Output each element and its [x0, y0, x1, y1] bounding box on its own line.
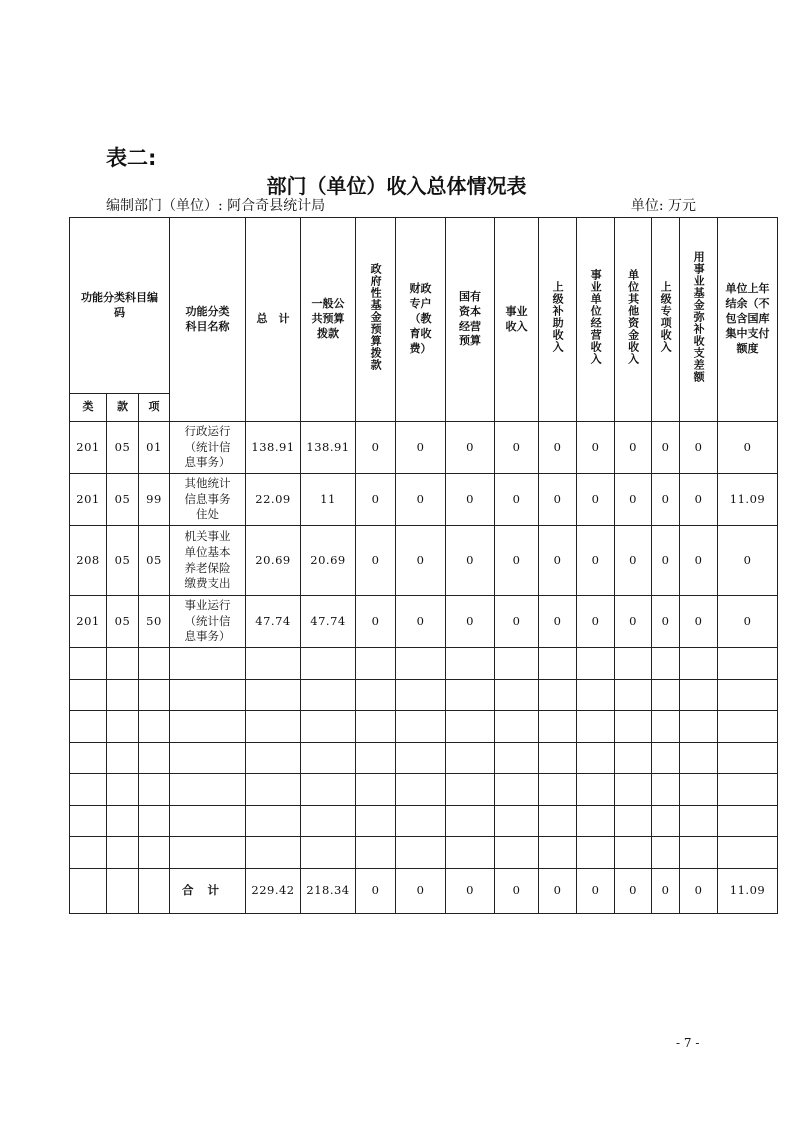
empty-cell	[539, 805, 577, 837]
header-special-income: 上级专项收入	[652, 218, 680, 422]
value-cell: 0	[495, 474, 539, 526]
empty-cell	[615, 774, 652, 806]
header-lei: 类	[70, 394, 107, 422]
total-value-cell: 0	[396, 868, 446, 913]
func-name-cell	[170, 422, 246, 474]
empty-cell	[70, 868, 107, 913]
table-row	[70, 422, 778, 474]
empty-cell	[170, 711, 246, 743]
value-cell: 0	[718, 422, 778, 474]
value-cell: 0	[446, 596, 495, 648]
header-general-budget: 一般公共预算拨款	[301, 218, 356, 422]
value-cell: 0	[539, 526, 577, 596]
header-operating-income: 事业单位经营收入	[577, 218, 615, 422]
value-cell: 0	[446, 474, 495, 526]
value-cell: 0	[615, 596, 652, 648]
empty-cell	[615, 805, 652, 837]
empty-cell	[107, 742, 139, 774]
value-cell: 0	[396, 526, 446, 596]
empty-cell	[70, 837, 107, 869]
code-xiang-cell: 50	[139, 596, 170, 648]
value-cell: 0	[577, 526, 615, 596]
empty-cell	[396, 774, 446, 806]
empty-cell	[301, 648, 356, 680]
code-kuan-cell: 05	[107, 422, 139, 474]
empty-cell	[539, 742, 577, 774]
empty-cell	[615, 679, 652, 711]
header-prior-balance: 单位上年结余（不包含国库集中支付额度	[718, 218, 778, 422]
empty-cell	[70, 679, 107, 711]
value-cell: 47.74	[246, 596, 301, 648]
unit-label: 单位: 万元	[630, 198, 696, 214]
empty-cell	[170, 805, 246, 837]
total-value-cell: 0	[446, 868, 495, 913]
empty-cell	[577, 711, 615, 743]
value-cell: 0	[577, 596, 615, 648]
empty-cell	[139, 648, 170, 680]
value-cell: 0	[396, 422, 446, 474]
empty-cell	[718, 774, 778, 806]
empty-cell	[495, 679, 539, 711]
value-cell: 11	[301, 474, 356, 526]
empty-cell	[539, 648, 577, 680]
total-value-cell: 0	[356, 868, 396, 913]
org-label: 编制部门（单位）: 阿合奇县统计局	[106, 198, 326, 214]
value-cell: 11.09	[718, 474, 778, 526]
value-cell: 0	[718, 526, 778, 596]
empty-cell	[139, 742, 170, 774]
code-xiang-cell: 01	[139, 422, 170, 474]
value-cell: 0	[718, 596, 778, 648]
empty-cell	[107, 805, 139, 837]
func-name-line: 事业运行	[184, 598, 231, 613]
header-kuan: 款	[107, 394, 139, 422]
empty-cell	[718, 837, 778, 869]
value-cell: 0	[652, 526, 680, 596]
empty-row	[70, 742, 778, 774]
empty-cell	[539, 711, 577, 743]
page-title: 部门（单位）收入总体情况表	[266, 174, 527, 198]
func-name-line: 其他统计	[184, 476, 231, 491]
value-cell: 0	[539, 474, 577, 526]
empty-row	[70, 711, 778, 743]
empty-cell	[246, 679, 301, 711]
value-cell: 0	[446, 526, 495, 596]
func-name-cell	[170, 596, 246, 648]
empty-cell	[495, 711, 539, 743]
empty-cell	[396, 742, 446, 774]
empty-cell	[139, 711, 170, 743]
empty-cell	[107, 774, 139, 806]
empty-cell	[301, 805, 356, 837]
total-value-cell: 0	[539, 868, 577, 913]
func-name-line: 机关事业	[184, 529, 231, 544]
empty-cell	[246, 742, 301, 774]
header-other-income: 单位其他资金收入	[615, 218, 652, 422]
func-name-line: 住处	[196, 507, 219, 522]
empty-cell	[495, 837, 539, 869]
table-row	[70, 474, 778, 526]
empty-cell	[356, 774, 396, 806]
header-superior-subsidy: 上级补助收入	[539, 218, 577, 422]
empty-cell	[680, 679, 718, 711]
empty-cell	[107, 868, 139, 913]
total-row	[70, 868, 778, 913]
header-fiscal-special: 财政专户（教育收费）	[396, 218, 446, 422]
empty-cell	[539, 774, 577, 806]
empty-cell	[718, 805, 778, 837]
empty-cell	[301, 711, 356, 743]
func-name-line: 单位基本	[184, 544, 231, 559]
value-cell: 0	[539, 596, 577, 648]
empty-cell	[577, 805, 615, 837]
value-cell: 47.74	[301, 596, 356, 648]
empty-cell	[70, 742, 107, 774]
empty-row	[70, 837, 778, 869]
value-cell: 0	[577, 422, 615, 474]
empty-cell	[70, 805, 107, 837]
value-cell: 0	[652, 474, 680, 526]
total-value-cell: 0	[652, 868, 680, 913]
empty-cell	[615, 711, 652, 743]
empty-cell	[718, 711, 778, 743]
func-name-line: 行政运行	[184, 424, 231, 439]
value-cell: 0	[615, 474, 652, 526]
empty-cell	[107, 648, 139, 680]
empty-cell	[139, 679, 170, 711]
empty-cell	[446, 742, 495, 774]
empty-cell	[246, 805, 301, 837]
empty-cell	[446, 837, 495, 869]
table-label: 表二:	[106, 146, 157, 170]
value-cell: 138.91	[301, 422, 356, 474]
empty-cell	[356, 711, 396, 743]
empty-cell	[577, 742, 615, 774]
empty-cell	[680, 774, 718, 806]
empty-cell	[246, 711, 301, 743]
code-lei-cell: 201	[70, 474, 107, 526]
func-name-line: （统计信	[184, 613, 231, 628]
empty-cell	[356, 679, 396, 711]
empty-cell	[680, 742, 718, 774]
header-gov-fund: 政府性基金预算拨款	[356, 218, 396, 422]
code-kuan-cell: 05	[107, 474, 139, 526]
empty-cell	[356, 805, 396, 837]
func-name-line: 息事务）	[184, 455, 231, 470]
empty-cell	[446, 648, 495, 680]
total-label: 合计	[170, 868, 246, 913]
value-cell: 0	[577, 474, 615, 526]
total-value-cell: 0	[495, 868, 539, 913]
empty-cell	[446, 774, 495, 806]
value-cell: 0	[495, 422, 539, 474]
empty-cell	[70, 711, 107, 743]
empty-cell	[680, 805, 718, 837]
func-name-line: 信息事务	[184, 491, 231, 506]
empty-cell	[70, 648, 107, 680]
empty-cell	[301, 774, 356, 806]
value-cell: 0	[680, 596, 718, 648]
header-business-income: 事业收入	[495, 218, 539, 422]
empty-cell	[70, 774, 107, 806]
empty-cell	[396, 679, 446, 711]
empty-cell	[680, 648, 718, 680]
header-fund-offset: 用事业基金弥补收支差额	[680, 218, 718, 422]
empty-cell	[396, 711, 446, 743]
empty-cell	[446, 711, 495, 743]
value-cell: 0	[446, 422, 495, 474]
empty-cell	[539, 837, 577, 869]
func-name-cell	[170, 526, 246, 596]
empty-row	[70, 805, 778, 837]
empty-cell	[301, 679, 356, 711]
empty-cell	[139, 837, 170, 869]
total-value-cell: 229.42	[246, 868, 301, 913]
empty-cell	[718, 742, 778, 774]
empty-cell	[446, 679, 495, 711]
code-xiang-cell: 99	[139, 474, 170, 526]
empty-cell	[495, 805, 539, 837]
value-cell: 0	[652, 422, 680, 474]
code-xiang-cell: 05	[139, 526, 170, 596]
value-cell: 0	[680, 422, 718, 474]
header-func-name: 功能分类科目名称	[170, 218, 246, 422]
total-value-cell: 218.34	[301, 868, 356, 913]
empty-cell	[170, 742, 246, 774]
empty-cell	[356, 648, 396, 680]
code-lei-cell: 208	[70, 526, 107, 596]
value-cell: 20.69	[246, 526, 301, 596]
code-lei-cell: 201	[70, 422, 107, 474]
empty-cell	[246, 774, 301, 806]
empty-cell	[652, 837, 680, 869]
empty-cell	[615, 648, 652, 680]
table-row	[70, 596, 778, 648]
empty-cell	[170, 679, 246, 711]
empty-cell	[495, 742, 539, 774]
empty-cell	[396, 648, 446, 680]
total-value-cell: 0	[577, 868, 615, 913]
func-name-cell	[170, 474, 246, 526]
func-name-line: 息事务）	[184, 629, 231, 644]
value-cell: 0	[356, 422, 396, 474]
page-number: - 7 -	[676, 1036, 700, 1050]
empty-cell	[246, 648, 301, 680]
empty-cell	[246, 837, 301, 869]
empty-cell	[652, 742, 680, 774]
empty-cell	[139, 774, 170, 806]
empty-cell	[652, 679, 680, 711]
empty-cell	[170, 837, 246, 869]
empty-cell	[652, 774, 680, 806]
empty-cell	[301, 837, 356, 869]
value-cell: 138.91	[246, 422, 301, 474]
value-cell: 0	[356, 474, 396, 526]
empty-cell	[107, 679, 139, 711]
empty-row	[70, 679, 778, 711]
empty-cell	[615, 742, 652, 774]
code-kuan-cell: 05	[107, 596, 139, 648]
empty-cell	[446, 805, 495, 837]
value-cell: 0	[356, 526, 396, 596]
total-value-cell: 11.09	[718, 868, 778, 913]
empty-cell	[718, 648, 778, 680]
value-cell: 22.09	[246, 474, 301, 526]
empty-cell	[396, 805, 446, 837]
empty-cell	[577, 679, 615, 711]
empty-cell	[107, 837, 139, 869]
header-xiang: 项	[139, 394, 170, 422]
func-name-line: （统计信	[184, 439, 231, 454]
empty-cell	[301, 742, 356, 774]
value-cell: 0	[652, 596, 680, 648]
empty-row	[70, 774, 778, 806]
value-cell: 0	[539, 422, 577, 474]
empty-cell	[652, 805, 680, 837]
header-state-capital: 国有资本经营预算	[446, 218, 495, 422]
meta-line	[106, 195, 696, 217]
func-name-line: 缴费支出	[184, 576, 231, 591]
empty-cell	[680, 837, 718, 869]
value-cell: 0	[615, 422, 652, 474]
empty-cell	[107, 711, 139, 743]
income-table	[69, 217, 778, 914]
table-row	[70, 526, 778, 596]
empty-cell	[495, 774, 539, 806]
value-cell: 0	[396, 474, 446, 526]
total-value-cell: 0	[680, 868, 718, 913]
value-cell: 0	[680, 474, 718, 526]
empty-cell	[577, 648, 615, 680]
value-cell: 0	[396, 596, 446, 648]
empty-cell	[139, 805, 170, 837]
value-cell: 0	[495, 526, 539, 596]
header-func-code: 功能分类科目编码	[70, 218, 170, 394]
empty-cell	[652, 648, 680, 680]
value-cell: 0	[680, 526, 718, 596]
code-lei-cell: 201	[70, 596, 107, 648]
empty-cell	[577, 837, 615, 869]
total-value-cell: 0	[615, 868, 652, 913]
empty-cell	[356, 742, 396, 774]
empty-cell	[652, 711, 680, 743]
empty-cell	[539, 679, 577, 711]
empty-cell	[680, 711, 718, 743]
empty-cell	[170, 774, 246, 806]
empty-cell	[396, 837, 446, 869]
code-kuan-cell: 05	[107, 526, 139, 596]
value-cell: 20.69	[301, 526, 356, 596]
empty-cell	[495, 648, 539, 680]
empty-cell	[718, 679, 778, 711]
empty-row	[70, 648, 778, 680]
value-cell: 0	[615, 526, 652, 596]
empty-cell	[170, 648, 246, 680]
func-name-line: 养老保险	[184, 560, 231, 575]
empty-cell	[615, 837, 652, 869]
empty-cell	[356, 837, 396, 869]
value-cell: 0	[495, 596, 539, 648]
empty-cell	[139, 868, 170, 913]
header-total: 总 计	[246, 218, 301, 422]
empty-cell	[577, 774, 615, 806]
value-cell: 0	[356, 596, 396, 648]
